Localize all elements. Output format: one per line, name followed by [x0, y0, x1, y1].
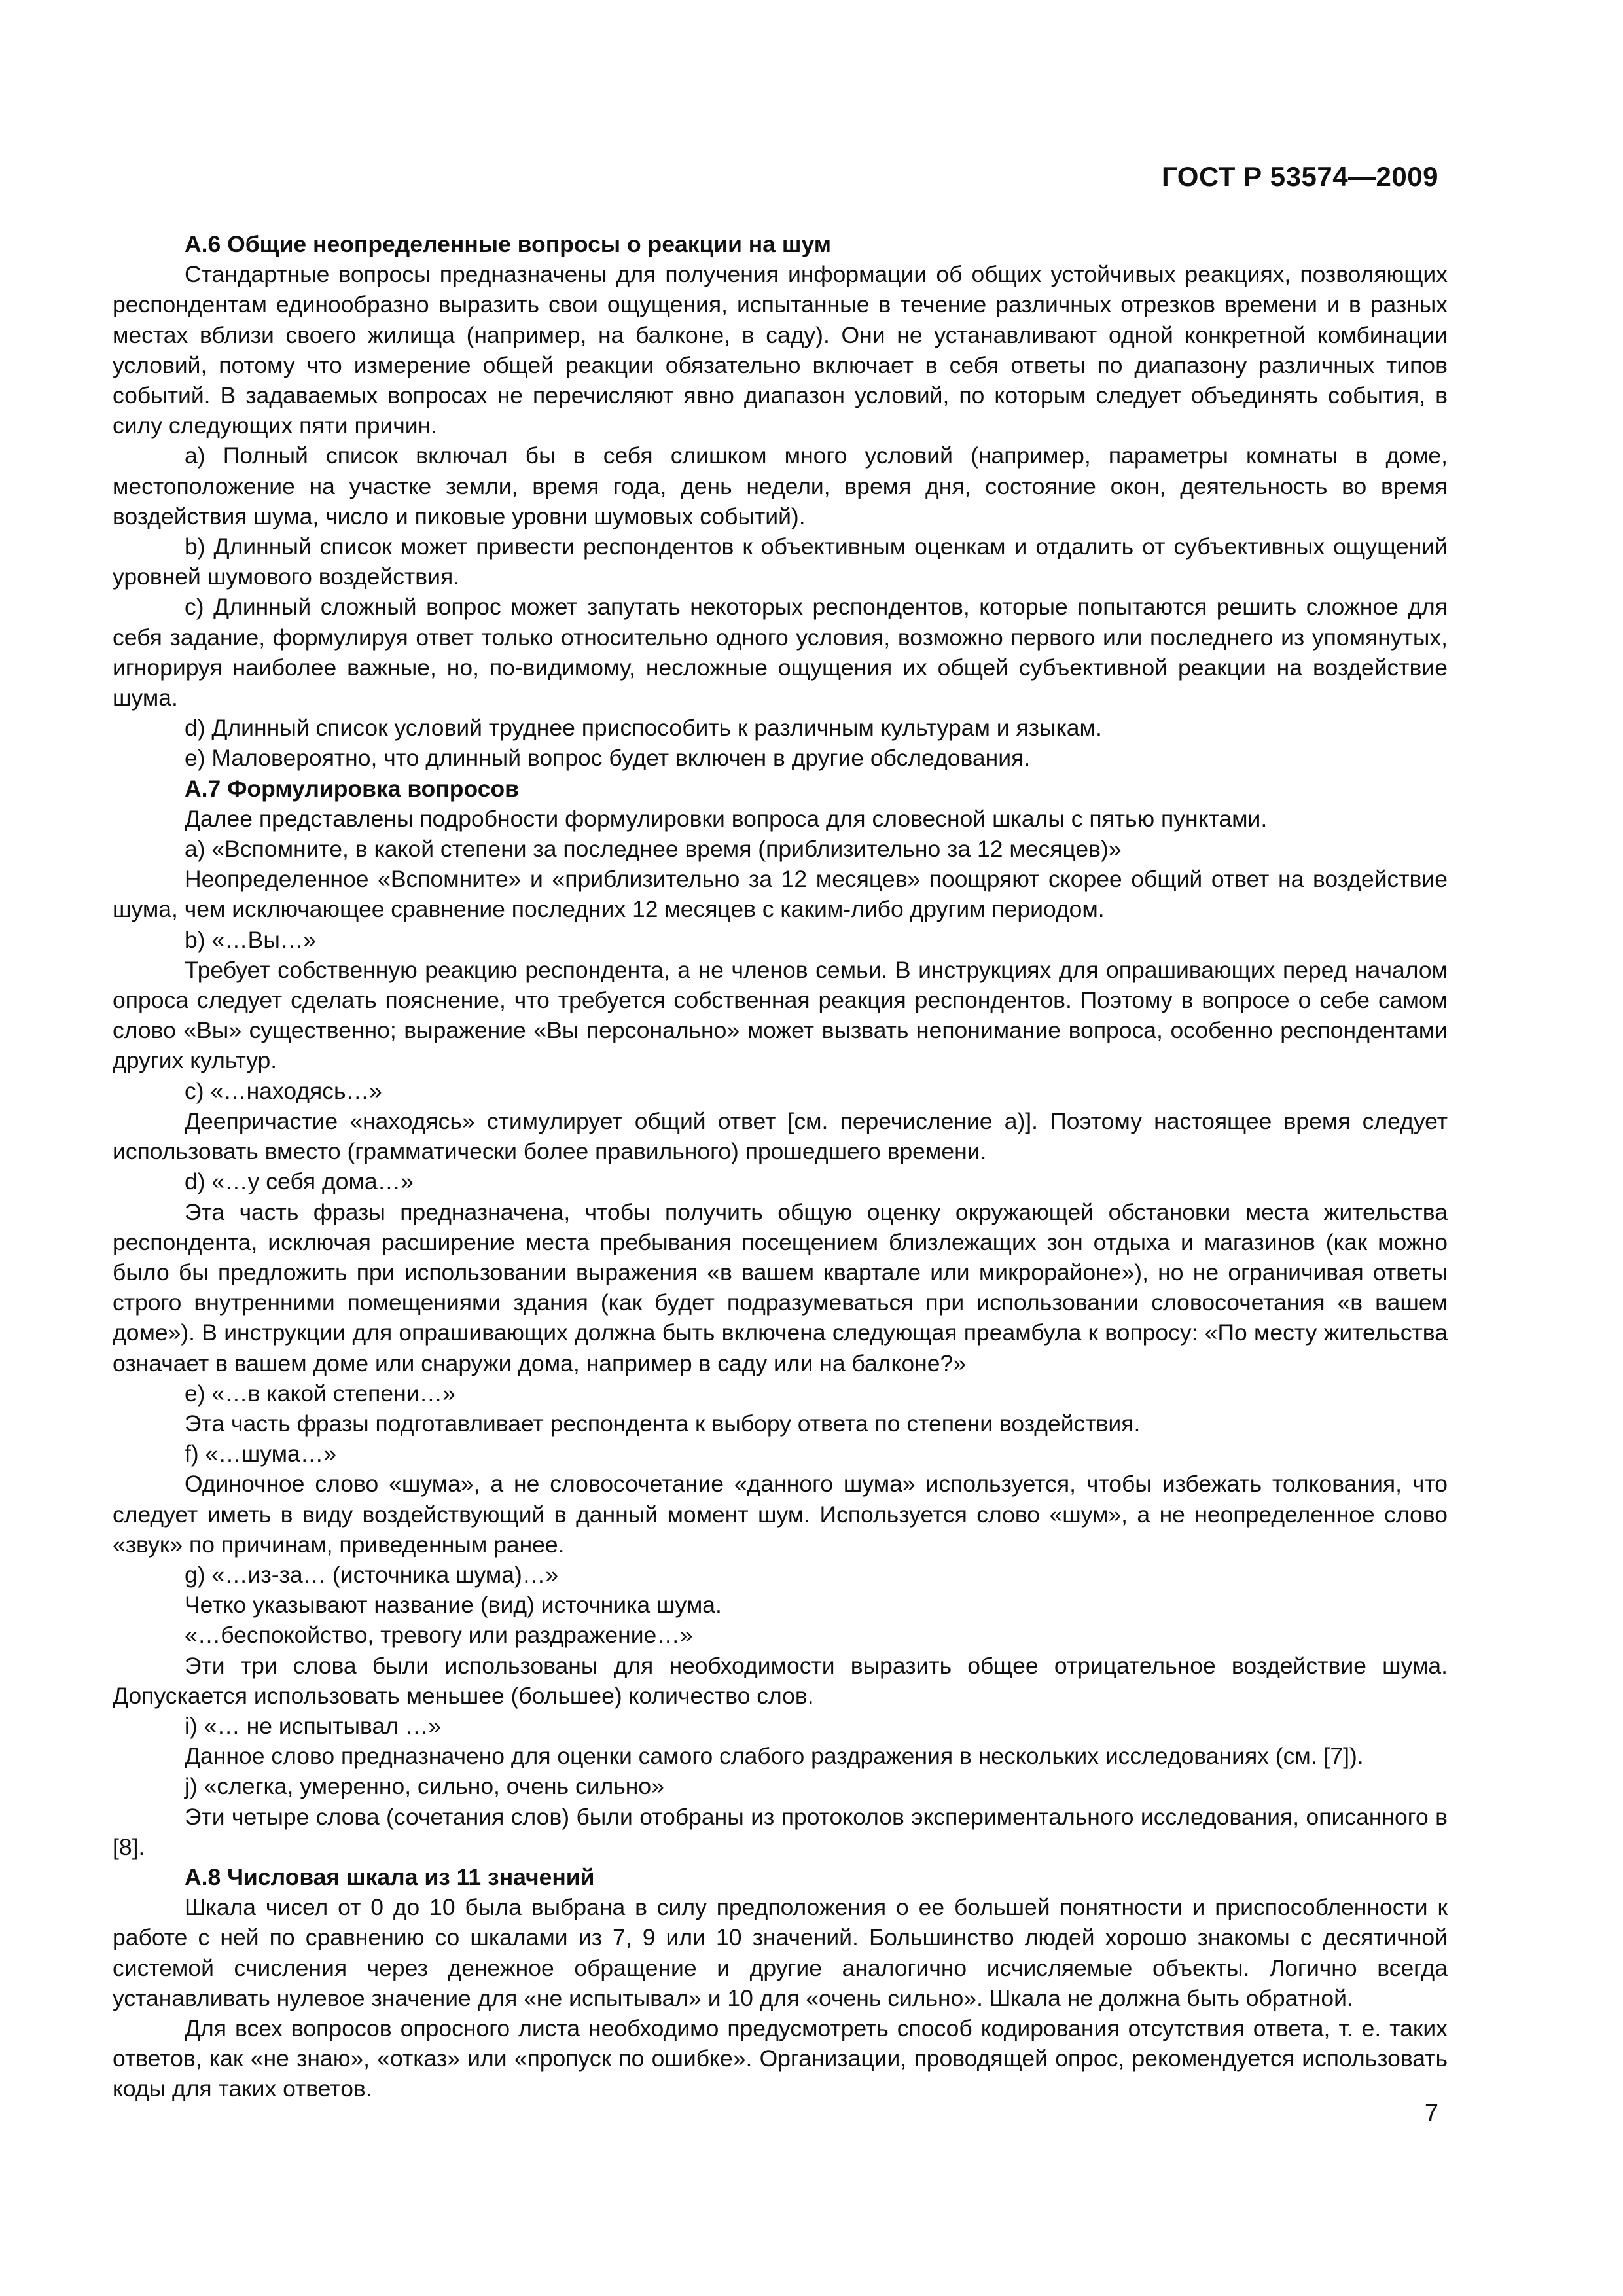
body-paragraph: g) «…из-за… (источника шума)…»: [185, 1561, 559, 1588]
body-paragraph: Эти четыре слова (сочетания слов) были отобраны из протоколов экспериментального исследования, описанного в [8].: [113, 1803, 1448, 1860]
body-paragraph: e) «…в какой степени…»: [185, 1380, 455, 1407]
body-paragraph: Эта часть фразы предназначена, чтобы получить общую оценку окружающей обстановки места жительства респондента, исключая расширение места пребывания посещением близлежащих зон отдыха и магазинов (как можно было бы предложить при использовании выражения «в вашем квартале или микрорайоне»), но не ограничивая ответы строго внутренними помещениями здания (как будет подразумеваться при использовании словосочетания «в вашем доме»). В инструкции для опрашивающих должна быть включена следующая преамбула к вопросу: «По месту жительства означает в вашем доме или снаружи дома, например в саду или на балконе?»: [113, 1198, 1448, 1376]
body-paragraph: a) «Вспомните, в какой степени за последнее время (приблизительно за 12 месяцев)»: [185, 836, 1122, 863]
body-paragraph: Неопределенное «Вспомните» и «приблизительно за 12 месяцев» поощряют скорее общий ответ на воздействие шума, чем исключающее сравнение последних 12 месяцев с каким-либо другим периодом.: [113, 866, 1448, 923]
body-paragraph: c) «…находясь…»: [185, 1077, 382, 1104]
section-heading: A.6 Общие неопределенные вопросы о реакции на шум: [185, 231, 831, 257]
body-paragraph: Для всех вопросов опросного листа необходимо предусмотреть способ кодирования отсутствия ответа, т. е. таких ответов, как «не знаю», «отказ» или «пропуск по ошибке». Организации, проводящей опрос, рекомендуется использовать коды для таких ответов.: [113, 2015, 1448, 2102]
section-heading: A.7 Формулировка вопросов: [185, 775, 519, 802]
body-paragraph: c) Длинный сложный вопрос может запутать некоторых респондентов, которые попытаются решить сложное для себя задание, формулируя ответ только относительно одного условия, возможно первого или последнего из упомянутых, игнорируя наиболее важные, но, по-видимому, несложные ощущения их общей субъективной реакции на воздействие шума.: [113, 594, 1448, 711]
body-paragraph: d) «…у себя дома…»: [185, 1168, 414, 1195]
body-paragraph: Одиночное слово «шума», а не словосочетание «данного шума» используется, чтобы избежать толкования, что следует иметь в виду воздействующий в данный момент шум. Используется слово «шум», а не неопределенное слово «звук» по причинам, приведенным ранее.: [113, 1471, 1448, 1558]
body-paragraph: Деепричастие «находясь» стимулирует общий ответ [см. перечисление a)]. Поэтому настоящее время следует использовать вместо (грамматически более правильного) прошедшего времени.: [113, 1107, 1448, 1165]
body-paragraph: Четко указывают название (вид) источника шума.: [185, 1592, 722, 1619]
document-body: [113, 229, 1448, 2104]
body-paragraph: Эти три слова были использованы для необходимости выразить общее отрицательное воздействие шума. Допускается использовать меньшее (большее) количество слов.: [113, 1652, 1448, 1709]
body-paragraph: Шкала чисел от 0 до 10 была выбрана в силу предположения о ее большей понятности и приспособленности к работе с ней по сравнению со шкалами из 7, 9 или 10 значений. Большинство людей хорошо знакомы с десятичной системой счисления через денежное обращение и другие аналогично исчисляемые объекты. Логично всегда устанавливать нулевое значение для «не испытывал» и 10 для «очень сильно». Шкала не должна быть обратной.: [113, 1894, 1448, 2011]
body-paragraph: d) Длинный список условий труднее приспособить к различным культурам и языкам.: [185, 715, 1102, 742]
body-paragraph: «…беспокойство, тревогу или раздражение…»: [185, 1622, 693, 1649]
body-paragraph: b) Длинный список может привести респондентов к объективным оценкам и отдалить от субъективных ощущений уровней шумового воздействия.: [113, 533, 1448, 590]
body-paragraph: e) Маловероятно, что длинный вопрос будет включен в другие обследования.: [185, 745, 1031, 772]
body-paragraph: Требует собственную реакцию респондента, а не членов семьи. В инструкциях для опрашивающих перед началом опроса следует сделать пояснение, что требуется собственная реакция респондентов. Поэтому в вопросе о себе самом слово «Вы» существенно; выражение «Вы персонально» может вызвать непонимание вопроса, особенно респондентами других культур.: [113, 956, 1448, 1074]
body-paragraph: Далее представлены подробности формулировки вопроса для словесной шкалы с пятью пунктами.: [185, 805, 1268, 832]
body-paragraph: Эта часть фразы подготавливает респондента к выбору ответа по степени воздействия.: [185, 1410, 1141, 1437]
body-paragraph: a) Полный список включал бы в себя слишком много условий (например, параметры комнаты в доме, местоположение на участке земли, время года, день недели, время дня, состояние окон, деятельность во время воздействия шума, число и пиковые уровни шумовых событий).: [113, 442, 1448, 529]
body-paragraph: b) «…Вы…»: [185, 926, 317, 953]
body-paragraph: i) «… не испытывал …»: [185, 1712, 442, 1739]
body-paragraph: Стандартные вопросы предназначены для получения информации об общих устойчивых реакциях, позволяющих респондентам единообразно выразить свои ощущения, испытанные в течение различных отрезков времени и в разных местах вблизи своего жилища (например, на балконе, в саду). Они не устанавливают одной конкретной комбинации условий, потому что измерение общей реакции обязательно включает в себя ответы по диапазону различных типов событий. В задаваемых вопросах не перечисляют явно диапазон условий, по которым следует объединять события, в силу следующих пяти причин.: [113, 261, 1448, 439]
body-paragraph: j) «слегка, умеренно, сильно, очень сильно»: [185, 1773, 664, 1800]
section-heading: A.8 Числовая шкала из 11 значений: [185, 1863, 595, 1890]
page-number: 7: [1424, 2100, 1438, 2127]
body-paragraph: f) «…шума…»: [185, 1441, 337, 1467]
standard-designation: ГОСТ Р 53574—2009: [1162, 161, 1438, 192]
body-paragraph: Данное слово предназначено для оценки самого слабого раздражения в нескольких исследованиях (см. [7]).: [185, 1743, 1364, 1770]
